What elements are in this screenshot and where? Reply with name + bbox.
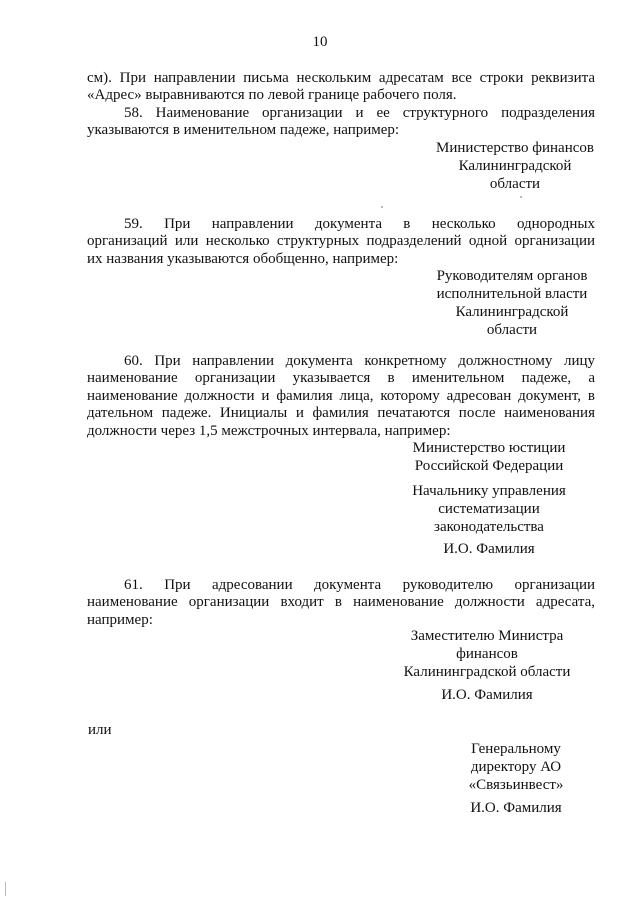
address-line: Калининградской <box>455 304 569 320</box>
address-line: Калининградской <box>458 158 572 174</box>
address-line: «Связьинвест» <box>468 777 564 793</box>
address-line: Российской Федерации <box>414 458 564 474</box>
paragraph-58 <box>87 105 595 140</box>
address-example-59 <box>424 267 600 339</box>
address-line: Заместителю Министра <box>410 628 564 644</box>
text-line: их названия указываются обобщенно, например: <box>87 250 399 267</box>
address-line: Руководителям органов <box>436 268 588 284</box>
address-example-58 <box>427 139 603 193</box>
address-line: директору АО <box>470 759 562 775</box>
paragraph-60 <box>87 353 595 440</box>
text-line: см). При направлении письма нескольким адресатам все строки реквизита <box>87 70 595 86</box>
text-line: «Адрес» выравниваются по левой границе рабочего поля. <box>87 87 457 104</box>
address-line: области <box>486 322 538 338</box>
address-line: исполнительной власти <box>436 286 588 302</box>
paragraph-61 <box>87 577 595 629</box>
text-line: 59. При направлении документа в несколько однородных <box>124 216 595 232</box>
text-line: 61. При адресовании документа руководителю организации <box>124 577 595 593</box>
address-example-61-a <box>397 627 577 681</box>
address-example-60-position <box>399 482 579 536</box>
text-line: наименование должности и фамилия лица, которому адресован документ, в <box>87 387 595 404</box>
text-line: наименование организации входит в наименование должности адресата, <box>87 594 595 611</box>
address-line: систематизации <box>438 501 540 517</box>
scan-speck <box>520 196 522 198</box>
scan-speck <box>381 206 383 208</box>
signature-example-61-b: И.О. Фамилия <box>470 800 562 816</box>
page-number: 10 <box>312 34 328 50</box>
address-example-61-b <box>456 740 576 794</box>
address-line: Начальнику управления <box>412 483 566 499</box>
address-line: финансов <box>456 646 518 662</box>
text-line: должности через 1,5 межстрочных интервала, например: <box>87 422 451 439</box>
address-line: Министерство юстиции <box>412 440 566 456</box>
or-word: или <box>88 722 112 738</box>
address-line: законодательства <box>434 519 544 535</box>
address-line: Калининградской области <box>403 664 571 680</box>
text-line: наименование организации указывается в именительном падеже, а <box>87 370 595 387</box>
text-line: например: <box>87 611 153 628</box>
text-line: 58. Наименование организации и ее структурного подразделения <box>124 105 595 121</box>
text-line: организаций или несколько структурных подразделений одной организации <box>87 233 595 250</box>
signature-example-61-a: И.О. Фамилия <box>441 687 533 703</box>
address-line: области <box>489 176 541 192</box>
address-line: Министерство финансов <box>436 140 594 156</box>
text-line: указываются в именительном падеже, например: <box>87 122 400 139</box>
intro-paragraph <box>87 70 595 105</box>
signature-example-60: И.О. Фамилия <box>443 541 535 557</box>
scan-edge-mark <box>5 882 6 896</box>
text-line: дательном падеже. Инициалы и фамилия печатаются после наименования <box>87 405 595 422</box>
address-example-60-org <box>399 439 579 475</box>
text-line: 60. При направлении документа конкретному должностному лицу <box>124 353 595 369</box>
address-line: Генеральному <box>471 741 561 757</box>
paragraph-59 <box>87 216 595 268</box>
